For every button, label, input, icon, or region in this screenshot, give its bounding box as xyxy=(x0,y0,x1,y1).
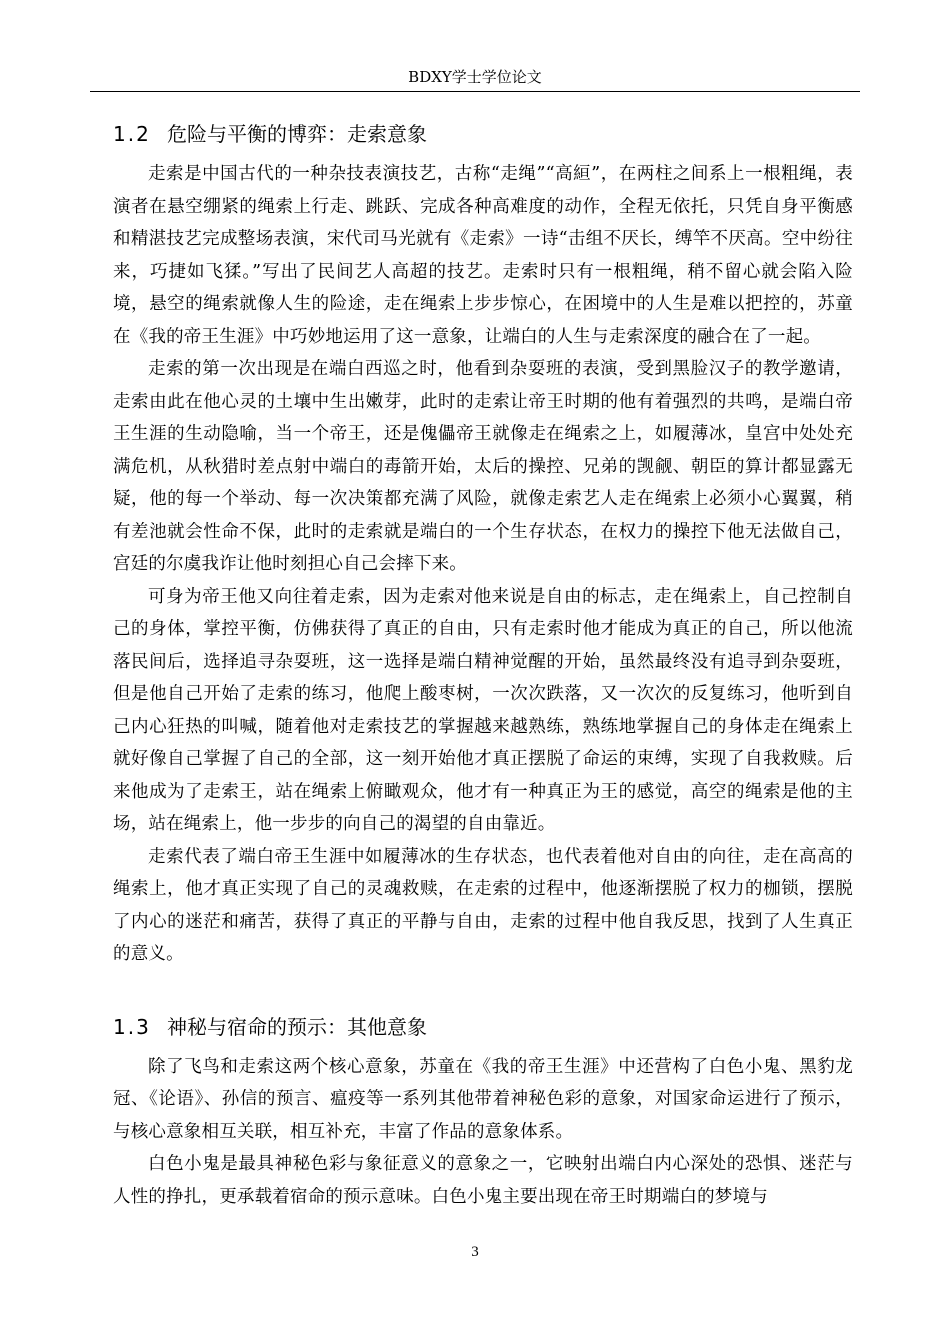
page-number: 3 xyxy=(471,1244,479,1260)
section-1-3 xyxy=(113,1003,853,1214)
section-1-2 xyxy=(113,110,853,971)
header-rule xyxy=(90,91,860,92)
body-paragraph: 除了飞鸟和走索这两个核心意象，苏童在《我的帝王生涯》中还营构了白色小鬼、黑豹龙冠、《论语》、孙信的预言、瘟疫等一系列其他带着神秘色彩的意象，对国家命运进行了预示，与核心意象相互关联，相互补充，丰富了作品的意象体系。 xyxy=(113,1056,853,1142)
body-paragraph: 走索的第一次出现是在端白西巡之时，他看到杂耍班的表演，受到黑脸汉子的教学邀请，走索由此在他心灵的土壤中生出嫩芽，此时的走索让帝王时期的他有着强烈的共鸣，是端白帝王生涯的生动隐喻，当一个帝王，还是傀儡帝王就像走在绳索之上，如履薄冰，皇宫中处处充满危机，从秋猎时差点射中端白的毒箭开始，太后的操控、兄弟的觊觎、朝臣的算计都显露无疑，他的每一个举动、每一次决策都充满了风险，就像走索艺人走在绳索上必须小心翼翼，稍有差池就会性命不保，此时的走索就是端白的一个生存状态，在权力的操控下他无法做自己，宫廷的尔虞我诈让他时刻担心自己会摔下来。 xyxy=(113,359,853,574)
body-paragraph: 可身为帝王他又向往着走索，因为走索对他来说是自由的标志，走在绳索上，自己控制自己的身体，掌控平衡，仿佛获得了真正的自由，只有走索时他才能成为真正的自己，所以他流落民间后，选择追寻杂耍班，这一选择是端白精神觉醒的开始，虽然最终没有追寻到杂耍班，但是他自己开始了走索的练习，他爬上酸枣树，一次次跌落，又一次次的反复练习，他听到自己内心狂热的叫喊，随着他对走索技艺的掌握越来越熟练，熟练地掌握自己的身体走在绳索上就好像自己掌握了自己的全部，这一刻开始他才真正摆脱了命运的束缚，实现了自我救赎。后来他成为了走索王，站在绳索上俯瞰观众，他才有一种真正为王的感觉，高空的绳索是他的主场，站在绳索上，他一步步的向自己的渴望的自由靠近。 xyxy=(113,586,853,834)
body-paragraph: 走索代表了端白帝王生涯中如履薄冰的生存状态，也代表着他对自由的向往，走在高高的绳索上，他才真正实现了自己的灵魂救赎，在走索的过程中，他逐渐摆脱了权力的枷锁，摆脱了内心的迷茫和痛苦，获得了真正的平静与自由，走索的过程中他自我反思，找到了人生真正的意义。 xyxy=(113,846,853,964)
body-paragraph: 白色小鬼是最具神秘色彩与象征意义的意象之一，它映射出端白内心深处的恐惧、迷茫与人性的挣扎，更承载着宿命的预示意味。白色小鬼主要出现在帝王时期端白的梦境与 xyxy=(113,1154,853,1207)
section-heading xyxy=(113,110,853,158)
section-title: 危险与平衡的博弈：走索意象 xyxy=(167,122,427,146)
running-header: BDXY学士学位论文 xyxy=(408,68,542,86)
section-heading xyxy=(113,1003,853,1051)
section-number: 1.3 xyxy=(113,1014,151,1039)
page-content xyxy=(113,110,853,1213)
section-title: 神秘与宿命的预示：其他意象 xyxy=(167,1014,427,1039)
body-paragraph: 走索是中国古代的一种杂技表演技艺，古称“走绳”“高絙”，在两柱之间系上一根粗绳，表演者在悬空绷紧的绳索上行走、跳跃、完成各种高难度的动作，全程无依托，只凭自身平衡感和精湛技艺完成整场表演，宋代司马光就有《走索》一诗“击组不厌长，缚竿不厌高。空中纷往来，巧捷如飞猱。”写出了民间艺人高超的技艺。走索时只有一根粗绳，稍不留心就会陷入险境，悬空的绳索就像人生的险途，走在绳索上步步惊心，在困境中的人生是难以把控的，苏童在《我的帝王生涯》中巧妙地运用了这一意象，让端白的人生与走索深度的融合在了一起。 xyxy=(113,164,853,347)
section-number: 1.2 xyxy=(113,122,151,146)
